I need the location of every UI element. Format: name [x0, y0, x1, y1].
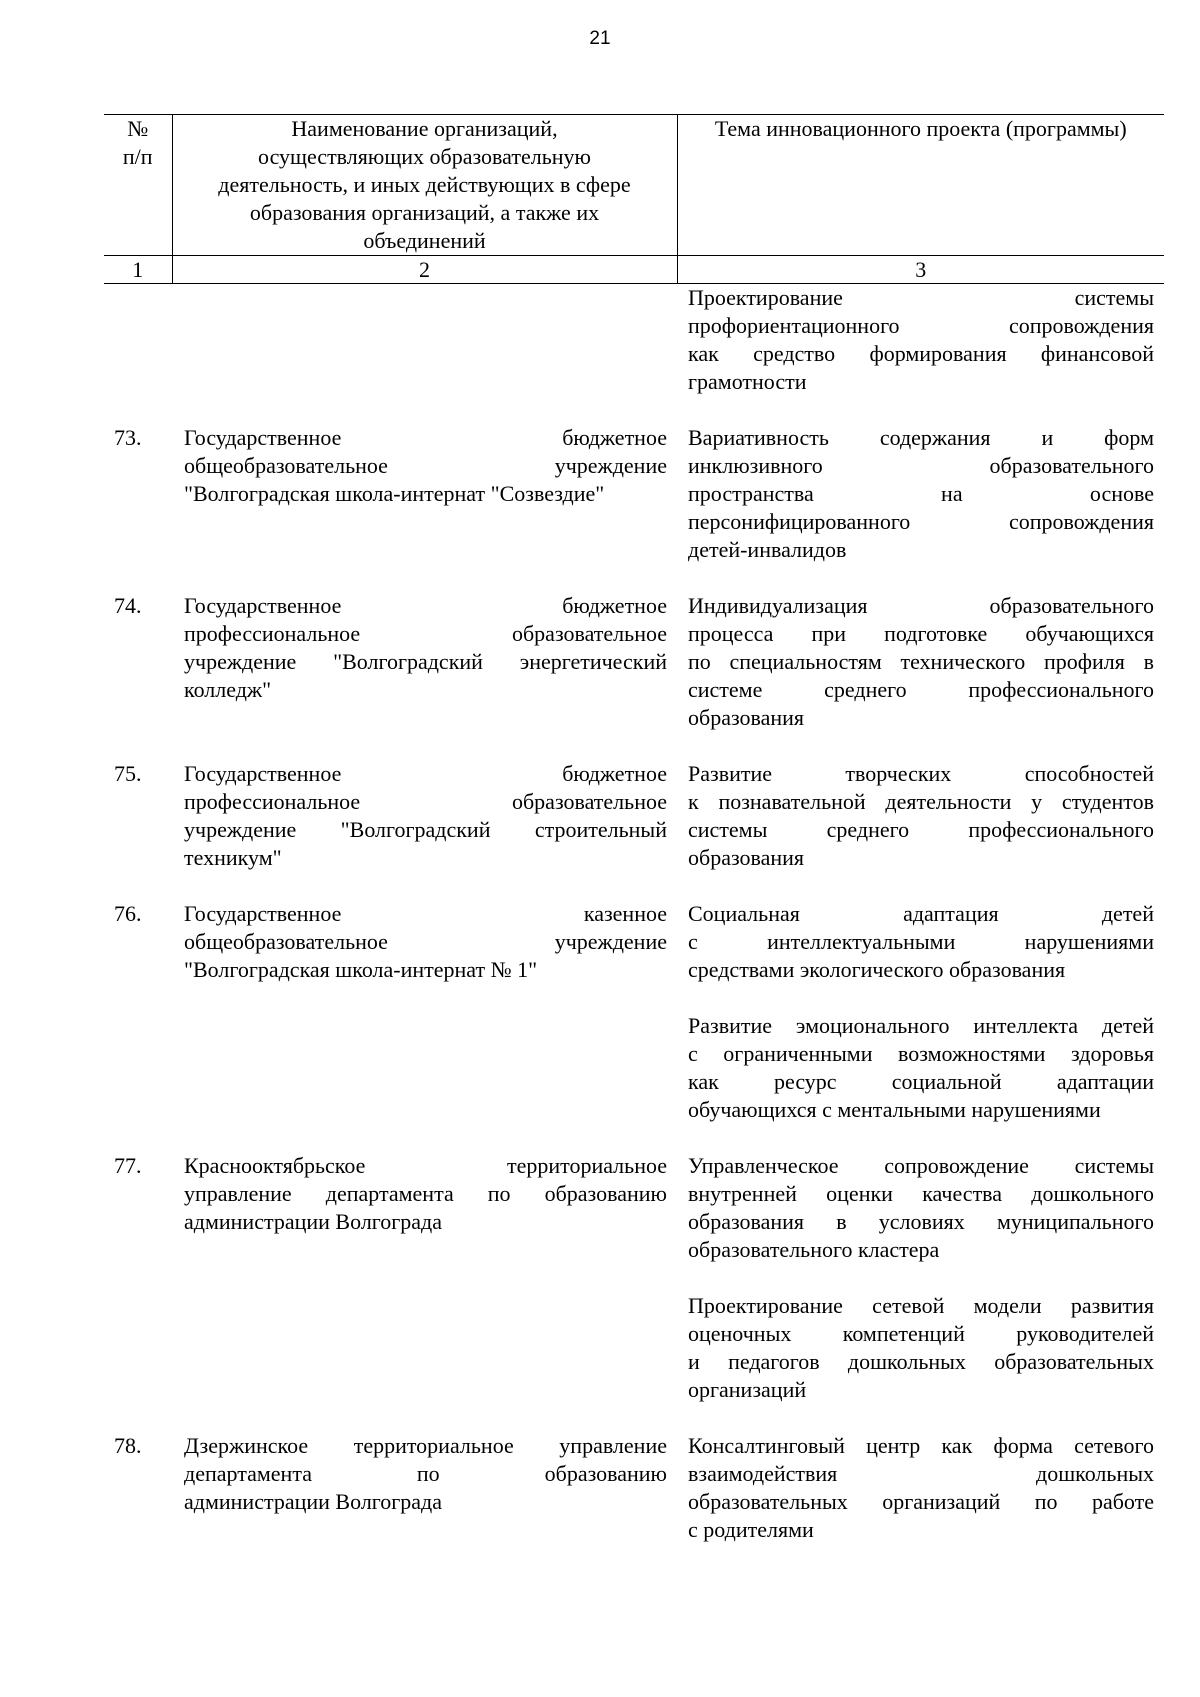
word: бюджетное	[562, 593, 667, 618]
word: образовательного	[989, 593, 1154, 618]
word: компетенций	[842, 1321, 965, 1346]
word: муниципального	[996, 1209, 1154, 1234]
word: системы	[1074, 285, 1154, 310]
organization-name	[172, 424, 677, 592]
word: по	[1034, 1489, 1058, 1514]
word: Государственное	[184, 425, 342, 450]
topic-spacer	[688, 984, 1154, 1012]
word: развития	[1070, 1293, 1154, 1318]
topic-line: организаций	[688, 1377, 807, 1402]
project-topic	[688, 1432, 1154, 1544]
organization-name	[172, 284, 677, 425]
header-organization	[172, 115, 677, 256]
word: образованию	[544, 1181, 667, 1206]
word: среднего	[826, 817, 910, 842]
organization-line	[184, 760, 667, 788]
word: качества	[922, 1181, 1003, 1206]
word: здоровья	[1070, 1041, 1154, 1066]
project-topics	[677, 284, 1164, 425]
organization-name	[172, 592, 677, 760]
topic-line	[688, 1040, 1154, 1068]
page-number: 21	[589, 28, 611, 49]
word: сопровождение	[884, 1153, 1029, 1178]
word: деятельности	[885, 789, 1012, 814]
topic-line	[688, 928, 1154, 956]
word: образовательное	[511, 789, 667, 814]
table-row	[104, 760, 1164, 900]
row-number: 78.	[114, 1433, 142, 1458]
word: оценочных	[688, 1321, 792, 1346]
organization-line	[184, 1432, 667, 1460]
word: профессионального	[968, 677, 1154, 702]
topic-line	[688, 1460, 1154, 1488]
word: бюджетное	[562, 425, 667, 450]
topic-line	[688, 648, 1154, 676]
topic-line	[688, 1012, 1154, 1040]
organization-line	[184, 424, 667, 452]
word: Консалтинговый	[688, 1433, 845, 1458]
header-topic-text: Тема инновационного проекта (программы)	[714, 116, 1127, 141]
word: образования	[688, 1209, 805, 1234]
word: профессиональное	[184, 621, 361, 646]
organization-line: администрации Волгограда	[184, 1489, 443, 1514]
row-number	[104, 284, 172, 425]
word: с	[688, 1041, 698, 1066]
project-topic	[688, 1152, 1154, 1264]
word: территориальное	[506, 1153, 667, 1178]
word: технического	[900, 649, 1026, 674]
row-number: 73.	[114, 425, 142, 450]
project-topic	[688, 760, 1154, 872]
word: возможностями	[898, 1041, 1046, 1066]
word: по	[688, 649, 711, 674]
word: детей	[1101, 901, 1154, 926]
word: общеобразовательное	[184, 453, 388, 478]
word: Государственное	[184, 761, 342, 786]
word: образовательного	[989, 453, 1154, 478]
word: средство	[753, 341, 836, 366]
word: системы	[1074, 1153, 1154, 1178]
word: Проектирование	[688, 285, 843, 310]
organization-name	[172, 1432, 677, 1572]
word: Вариативность	[688, 425, 829, 450]
word: Развитие	[688, 761, 773, 786]
project-topic	[688, 1292, 1154, 1404]
topic-line: детей-инвалидов	[688, 537, 847, 562]
organization-line	[184, 816, 667, 844]
word: социальной	[891, 1069, 1002, 1094]
column-number-1: 1	[104, 256, 172, 284]
topic-line	[688, 788, 1154, 816]
topic-line: средствами экологического образования	[688, 957, 1066, 982]
word: по	[416, 1461, 440, 1486]
topic-line	[688, 900, 1154, 928]
word: в	[1143, 649, 1154, 674]
topic-line	[688, 340, 1154, 368]
word: Дзержинское	[184, 1433, 309, 1458]
word: Социальная	[688, 901, 800, 926]
topic-line: образовательного кластера	[688, 1237, 940, 1262]
topic-line: образования	[688, 845, 805, 870]
word: персонифицированного	[688, 509, 911, 534]
word: финансовой	[1040, 341, 1154, 366]
header-topic	[677, 115, 1164, 256]
topic-line	[688, 1488, 1154, 1516]
header-number	[104, 115, 172, 256]
table-column-numbers	[104, 256, 1164, 284]
word: оценки	[826, 1181, 893, 1206]
word: сопровождения	[1008, 509, 1154, 534]
word: Краснооктябрьское	[184, 1153, 366, 1178]
topic-line	[688, 1348, 1154, 1376]
organization-line: техникум"	[184, 845, 282, 870]
word: у	[1031, 789, 1043, 814]
topic-line	[688, 1208, 1154, 1236]
organization-line	[184, 900, 667, 928]
word: дошкольных	[1036, 1461, 1154, 1486]
word: ограниченными	[723, 1041, 873, 1066]
word: системе	[688, 677, 763, 702]
word: обучающихся	[1025, 621, 1154, 646]
word: образовательных	[688, 1489, 848, 1514]
project-topic	[688, 592, 1154, 732]
projects-table	[104, 114, 1164, 1572]
word: образованию	[544, 1461, 667, 1486]
word: образовательных	[994, 1349, 1154, 1374]
word: энергетический	[519, 649, 667, 674]
project-topic	[688, 284, 1154, 396]
organization-line: "Волгоградская школа-интернат "Созвездие"	[184, 481, 605, 506]
row-number: 74.	[114, 593, 142, 618]
topic-line	[688, 1068, 1154, 1096]
word: взаимодействия	[688, 1461, 838, 1486]
word: внутренней	[688, 1181, 797, 1206]
word: строительный	[534, 817, 667, 842]
project-topic	[688, 1012, 1154, 1124]
topic-line	[688, 1432, 1154, 1460]
word: Управленческое	[688, 1153, 839, 1178]
topic-spacer	[688, 1264, 1154, 1292]
column-number-2: 2	[172, 256, 677, 284]
word: учреждение	[554, 453, 667, 478]
word: работе	[1091, 1489, 1154, 1514]
project-topics	[677, 592, 1164, 760]
word: как	[941, 1433, 973, 1458]
topic-line	[688, 480, 1154, 508]
topic-line	[688, 284, 1154, 312]
word: студентов	[1061, 789, 1154, 814]
word: учреждение	[554, 929, 667, 954]
word: Проектирование	[688, 1293, 843, 1318]
organization-name	[172, 1152, 677, 1432]
word: творческих	[845, 761, 952, 786]
row-number: 75.	[114, 761, 142, 786]
word: системы	[688, 817, 768, 842]
organization-line	[184, 620, 667, 648]
word: формирования	[869, 341, 1007, 366]
topic-line	[688, 312, 1154, 340]
word: сетевой	[872, 1293, 945, 1318]
word: управление	[184, 1181, 292, 1206]
word: Государственное	[184, 593, 342, 618]
word: детей	[1101, 1013, 1154, 1038]
word: в	[836, 1209, 847, 1234]
topic-line	[688, 760, 1154, 788]
header-organization-text: Наименование организаций, осуществляющих образовательную деятельность, и иных действующих в сфере образования организаций, а также их объединений	[218, 116, 631, 253]
word: Индивидуализация	[688, 593, 868, 618]
table-row	[104, 1152, 1164, 1432]
project-topic	[688, 424, 1154, 564]
word: управление	[559, 1433, 667, 1458]
word: форм	[1104, 425, 1154, 450]
word: по	[487, 1181, 511, 1206]
word: ресурс	[774, 1069, 837, 1094]
topic-line	[688, 1320, 1154, 1348]
word: содержания	[879, 425, 991, 450]
word: подготовке	[884, 621, 988, 646]
word: процесса	[688, 621, 774, 646]
table-row	[104, 424, 1164, 592]
word: модели	[973, 1293, 1042, 1318]
word: профориентационного	[688, 313, 900, 338]
project-topics	[677, 1432, 1164, 1572]
header-number-text: № п/п	[122, 116, 153, 169]
word: казенное	[583, 901, 667, 926]
table-row	[104, 284, 1164, 425]
organization-name	[172, 900, 677, 1152]
topic-line	[688, 1292, 1154, 1320]
word: дошкольных	[847, 1349, 966, 1374]
word: адаптация	[903, 901, 999, 926]
row-number: 76.	[114, 901, 142, 926]
topic-line: обучающихся с ментальными нарушениями	[688, 1097, 1101, 1122]
table-header-row	[104, 115, 1164, 256]
topic-line	[688, 676, 1154, 704]
topic-line: грамотности	[688, 369, 807, 394]
word: территориальное	[353, 1433, 514, 1458]
organization-line: "Волгоградская школа-интернат № 1"	[184, 957, 538, 982]
topic-line	[688, 620, 1154, 648]
word: Развитие	[688, 1013, 773, 1038]
word: интеллектуальными	[767, 929, 956, 954]
word: Государственное	[184, 901, 342, 926]
word: условиях	[878, 1209, 965, 1234]
column-number-3: 3	[677, 256, 1164, 284]
word: и	[688, 1349, 700, 1374]
project-topics	[677, 1152, 1164, 1432]
organization-line	[184, 788, 667, 816]
word: к	[688, 789, 699, 814]
topic-line: с родителями	[688, 1517, 814, 1542]
word: профессионального	[968, 817, 1154, 842]
topic-line	[688, 1180, 1154, 1208]
word: форма	[993, 1433, 1053, 1458]
word: инклюзивного	[688, 453, 823, 478]
word: учреждение	[184, 649, 297, 674]
topic-line	[688, 816, 1154, 844]
table-row	[104, 1432, 1164, 1572]
word: бюджетное	[562, 761, 667, 786]
word: педагогов	[728, 1349, 820, 1374]
row-number: 77.	[114, 1153, 142, 1178]
organization-line	[184, 592, 667, 620]
word: среднего	[824, 677, 907, 702]
word: основе	[1089, 481, 1154, 506]
project-topics	[677, 900, 1164, 1152]
word: профессиональное	[184, 789, 361, 814]
organization-line	[184, 1460, 667, 1488]
topic-line	[688, 508, 1154, 536]
word: интеллекта	[973, 1013, 1079, 1038]
organization-line	[184, 1152, 667, 1180]
word: департамента	[184, 1461, 312, 1486]
topic-line	[688, 1152, 1154, 1180]
project-topics	[677, 424, 1164, 592]
word: организаций	[882, 1489, 1001, 1514]
word: специальностям	[729, 649, 882, 674]
topic-line: образования	[688, 705, 805, 730]
table-row	[104, 592, 1164, 760]
organization-line	[184, 1180, 667, 1208]
word: эмоционального	[795, 1013, 950, 1038]
word: учреждение	[184, 817, 297, 842]
topic-line	[688, 592, 1154, 620]
word: пространства	[688, 481, 814, 506]
project-topic	[688, 900, 1154, 984]
word: как	[688, 1069, 719, 1094]
word: "Волгоградский	[333, 649, 483, 674]
word: дошкольного	[1031, 1181, 1154, 1206]
organization-line	[184, 928, 667, 956]
word: с	[688, 929, 698, 954]
word: профиля	[1044, 649, 1125, 674]
word: центр	[866, 1433, 921, 1458]
word: и	[1041, 425, 1054, 450]
word: "Волгоградский	[340, 817, 491, 842]
word: адаптации	[1056, 1069, 1154, 1094]
organization-line: администрации Волгограда	[184, 1209, 443, 1234]
word: департамента	[325, 1181, 454, 1206]
word: как	[688, 341, 719, 366]
organization-line: колледж"	[184, 677, 272, 702]
word: образовательное	[511, 621, 667, 646]
project-topics	[677, 760, 1164, 900]
topic-line	[688, 424, 1154, 452]
word: руководителей	[1016, 1321, 1154, 1346]
organization-name	[172, 760, 677, 900]
word: сетевого	[1074, 1433, 1154, 1458]
word: сопровождения	[1008, 313, 1154, 338]
table-body	[104, 284, 1164, 1573]
word: общеобразовательное	[184, 929, 388, 954]
word: познавательной	[718, 789, 866, 814]
organization-line	[184, 452, 667, 480]
word: нарушениями	[1024, 929, 1154, 954]
word: при	[811, 621, 847, 646]
organization-line	[184, 648, 667, 676]
word: на	[941, 481, 963, 506]
table-row	[104, 900, 1164, 1152]
topic-line	[688, 452, 1154, 480]
word: способностей	[1024, 761, 1154, 786]
